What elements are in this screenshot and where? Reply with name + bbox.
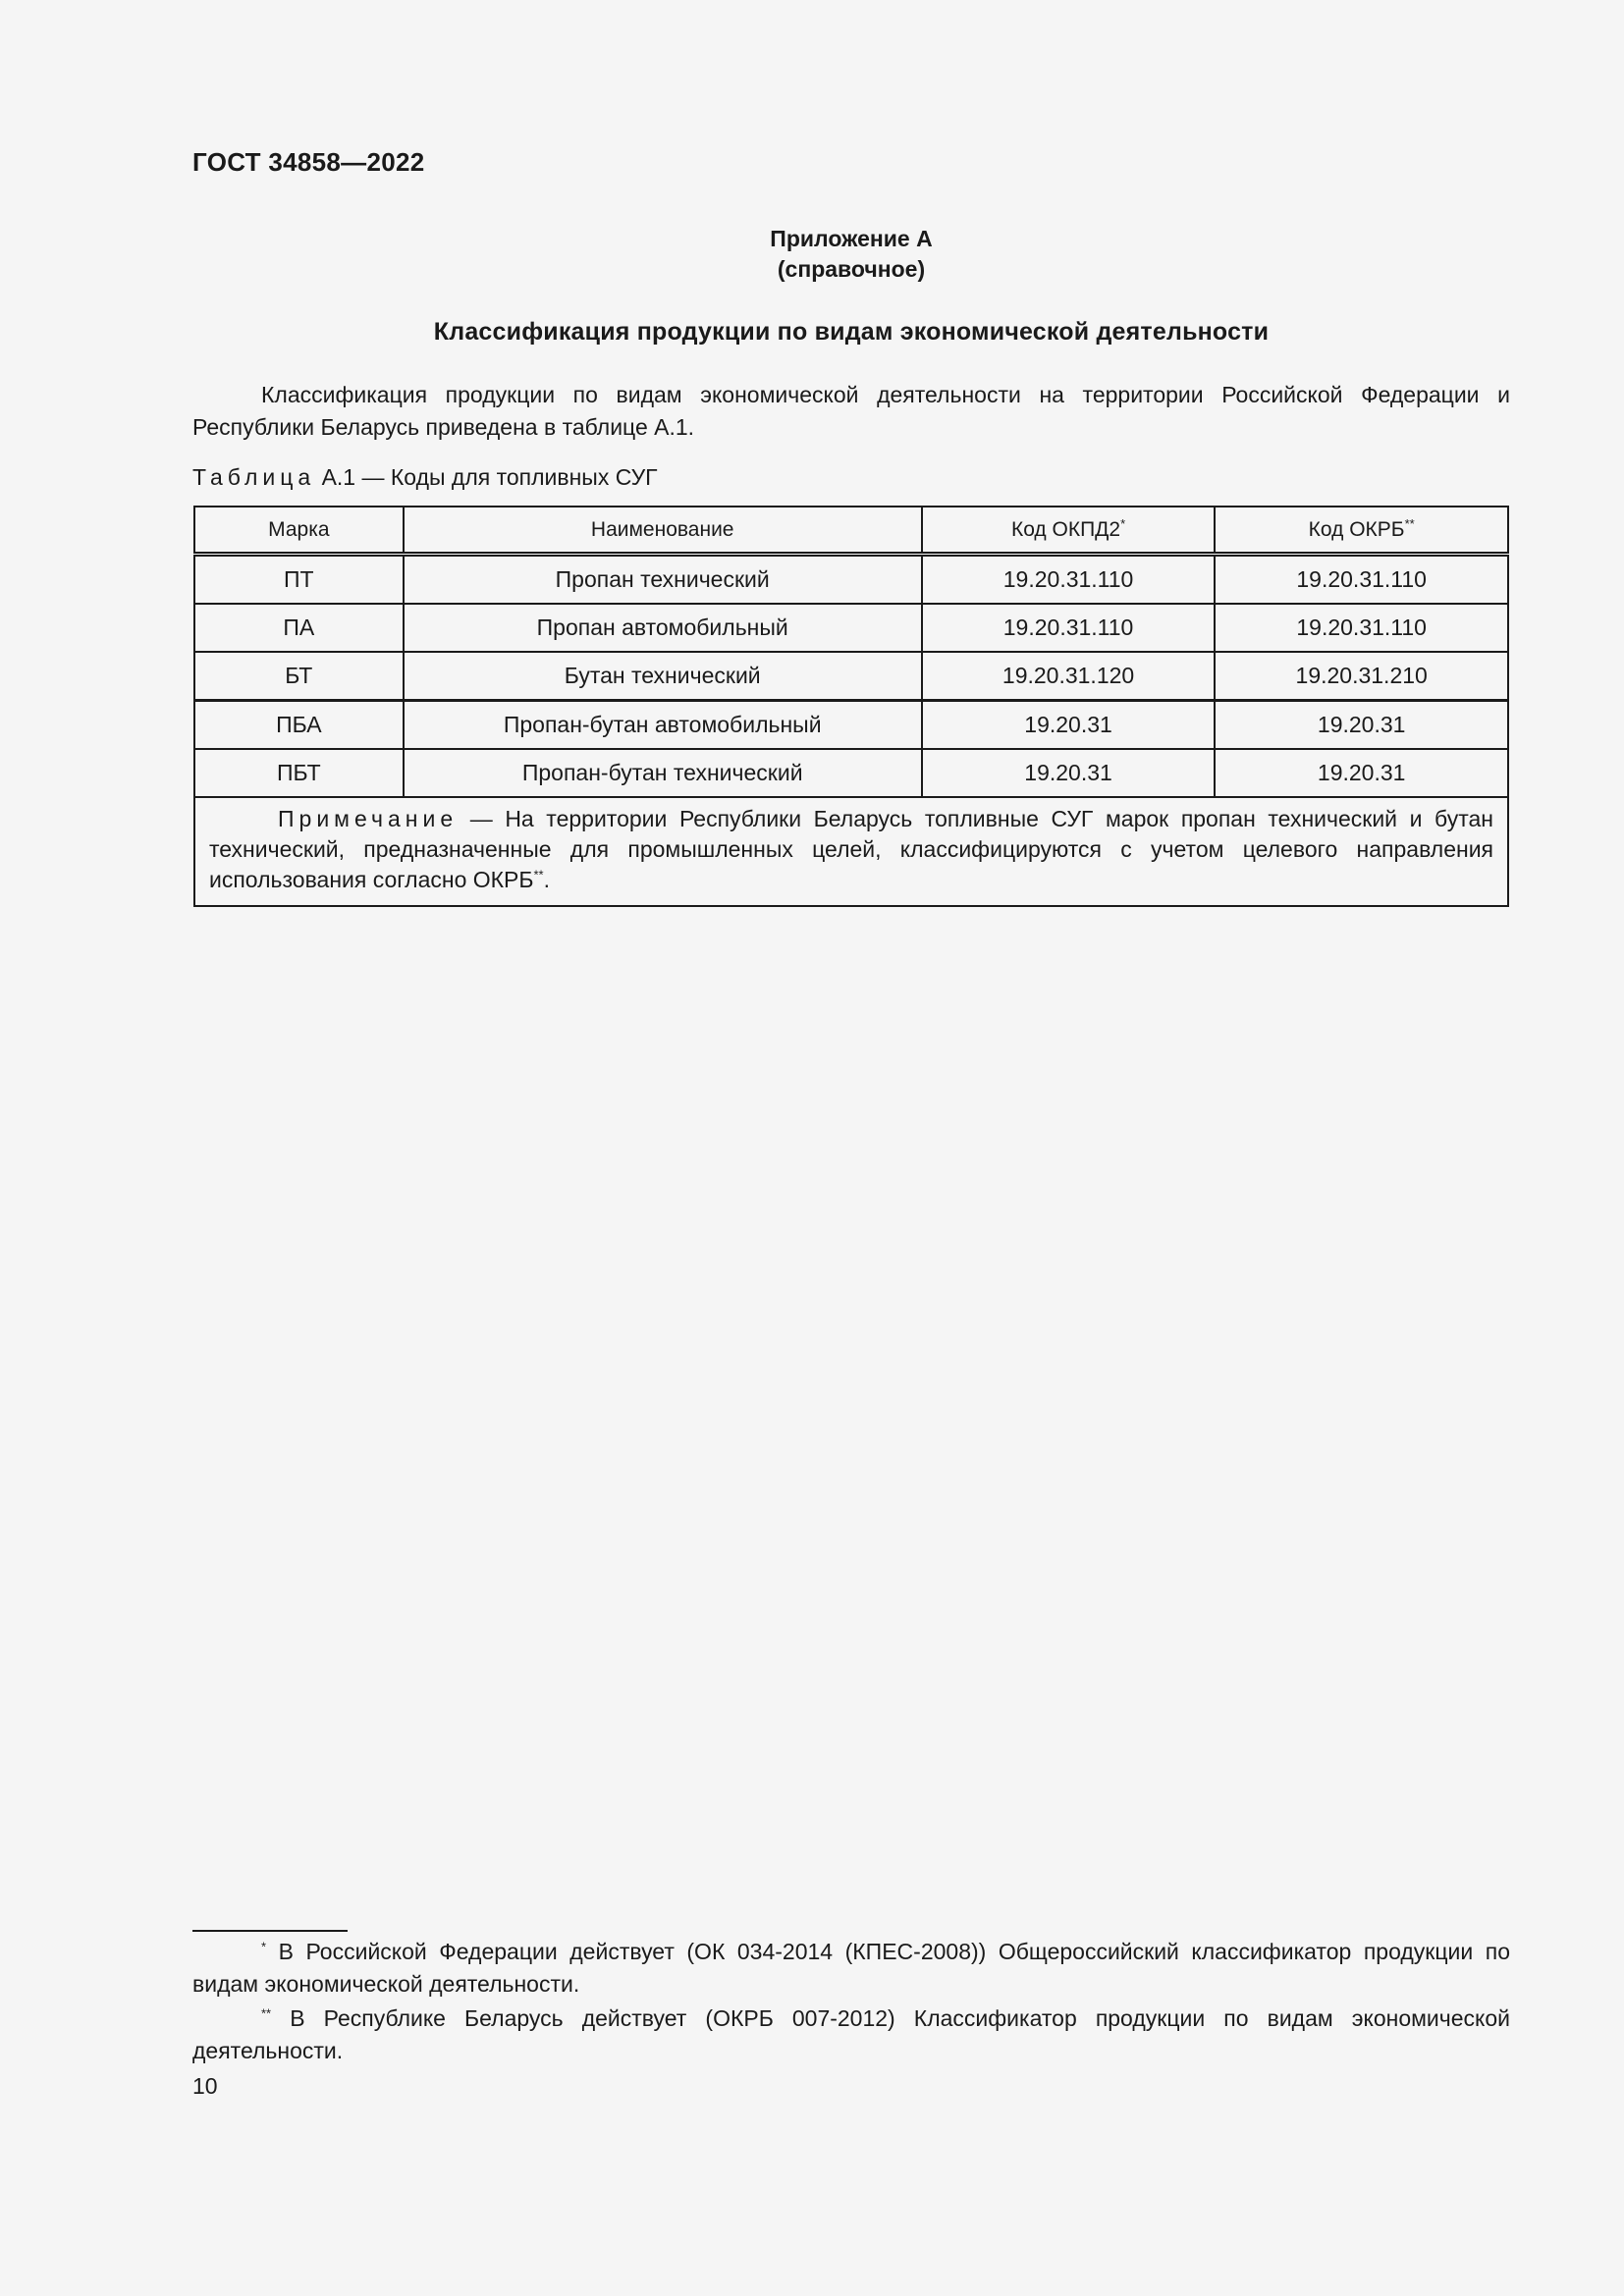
okrb-footnote-marker: **	[1404, 515, 1415, 531]
cell-okpd2: 19.20.31.120	[922, 652, 1216, 701]
table-header-row	[194, 507, 1508, 555]
table-caption-label: Таблица	[192, 464, 316, 490]
cell-okpd2: 19.20.31.110	[922, 604, 1216, 652]
cell-okrb: 19.20.31.110	[1215, 555, 1508, 605]
table-caption-text: А.1 — Коды для топливных СУГ	[321, 464, 658, 490]
cell-okpd2: 19.20.31.110	[922, 555, 1216, 605]
header-name: Наименование	[404, 507, 922, 555]
okpd2-footnote-marker: *	[1120, 515, 1126, 531]
cell-mark: ПБА	[194, 701, 404, 750]
header-okrb: Код ОКРБ**	[1215, 507, 1508, 555]
standard-header: ГОСТ 34858—2022	[192, 147, 425, 177]
cell-name: Пропан-бутан технический	[404, 749, 922, 797]
cell-mark: БТ	[194, 652, 404, 701]
cell-okrb: 19.20.31	[1215, 749, 1508, 797]
footnote-2-marker: **	[261, 2005, 272, 2021]
intro-paragraph: Классификация продукции по видам экономической деятельности на территории Российской Федерации и Республики Беларусь приведена в таблице А.1.	[192, 382, 1510, 440]
cell-okpd2: 19.20.31	[922, 749, 1216, 797]
footnote-2	[192, 2002, 1510, 2067]
table-note-row	[194, 797, 1508, 906]
appendix-subtitle: (справочное)	[777, 256, 926, 282]
table-row	[194, 604, 1508, 652]
cell-okrb: 19.20.31.110	[1215, 604, 1508, 652]
cell-okrb: 19.20.31	[1215, 701, 1508, 750]
footnote-1-text: В Российской Федерации действует (ОК 034-2014 (КПЕС-2008)) Общероссийский классификатор продукции по видам экономической деятельности.	[192, 1939, 1510, 1997]
table-caption	[192, 464, 658, 491]
cell-name: Пропан-бутан автомобильный	[404, 701, 922, 750]
footnote-1	[192, 1936, 1510, 2001]
cell-okrb: 19.20.31.210	[1215, 652, 1508, 701]
cell-mark: ПБТ	[194, 749, 404, 797]
codes-table	[193, 506, 1509, 907]
table-row	[194, 701, 1508, 750]
table-row	[194, 749, 1508, 797]
appendix-title: Приложение А	[770, 226, 933, 251]
page-number: 10	[192, 2073, 218, 2099]
note-label: Примечание	[278, 806, 459, 831]
cell-mark: ПА	[194, 604, 404, 652]
table-row	[194, 652, 1508, 701]
section-title: Классификация продукции по видам экономической деятельности	[433, 318, 1270, 346]
footnote-separator	[192, 1930, 348, 1932]
table-row	[194, 555, 1508, 605]
note-footnote-marker: **	[533, 867, 544, 882]
footnote-2-text: В Республике Беларусь действует (ОКРБ 007-2012) Классификатор продукции по видам экономической деятельности.	[192, 2005, 1510, 2063]
note-text: — На территории Республики Беларусь топливные СУГ марок пропан технический и бутан технический, предназначенные для промышленных целей, классифицируются с учетом целевого направления использования согласно ОКРБ	[209, 806, 1493, 892]
cell-okpd2: 19.20.31	[922, 701, 1216, 750]
cell-name: Пропан технический	[404, 555, 922, 605]
header-mark: Марка	[194, 507, 404, 555]
footnote-1-marker: *	[261, 1939, 267, 1954]
appendix-heading	[192, 224, 1510, 285]
header-okpd2: Код ОКПД2*	[922, 507, 1216, 555]
cell-mark: ПТ	[194, 555, 404, 605]
cell-name: Бутан технический	[404, 652, 922, 701]
table-note: Примечание — На территории Республики Беларусь топливные СУГ марок пропан технический и бутан технический, предназначенные для промышленных целей, классифицируются с учетом целевого направления использования согласно ОКРБ**.	[194, 797, 1508, 906]
cell-name: Пропан автомобильный	[404, 604, 922, 652]
